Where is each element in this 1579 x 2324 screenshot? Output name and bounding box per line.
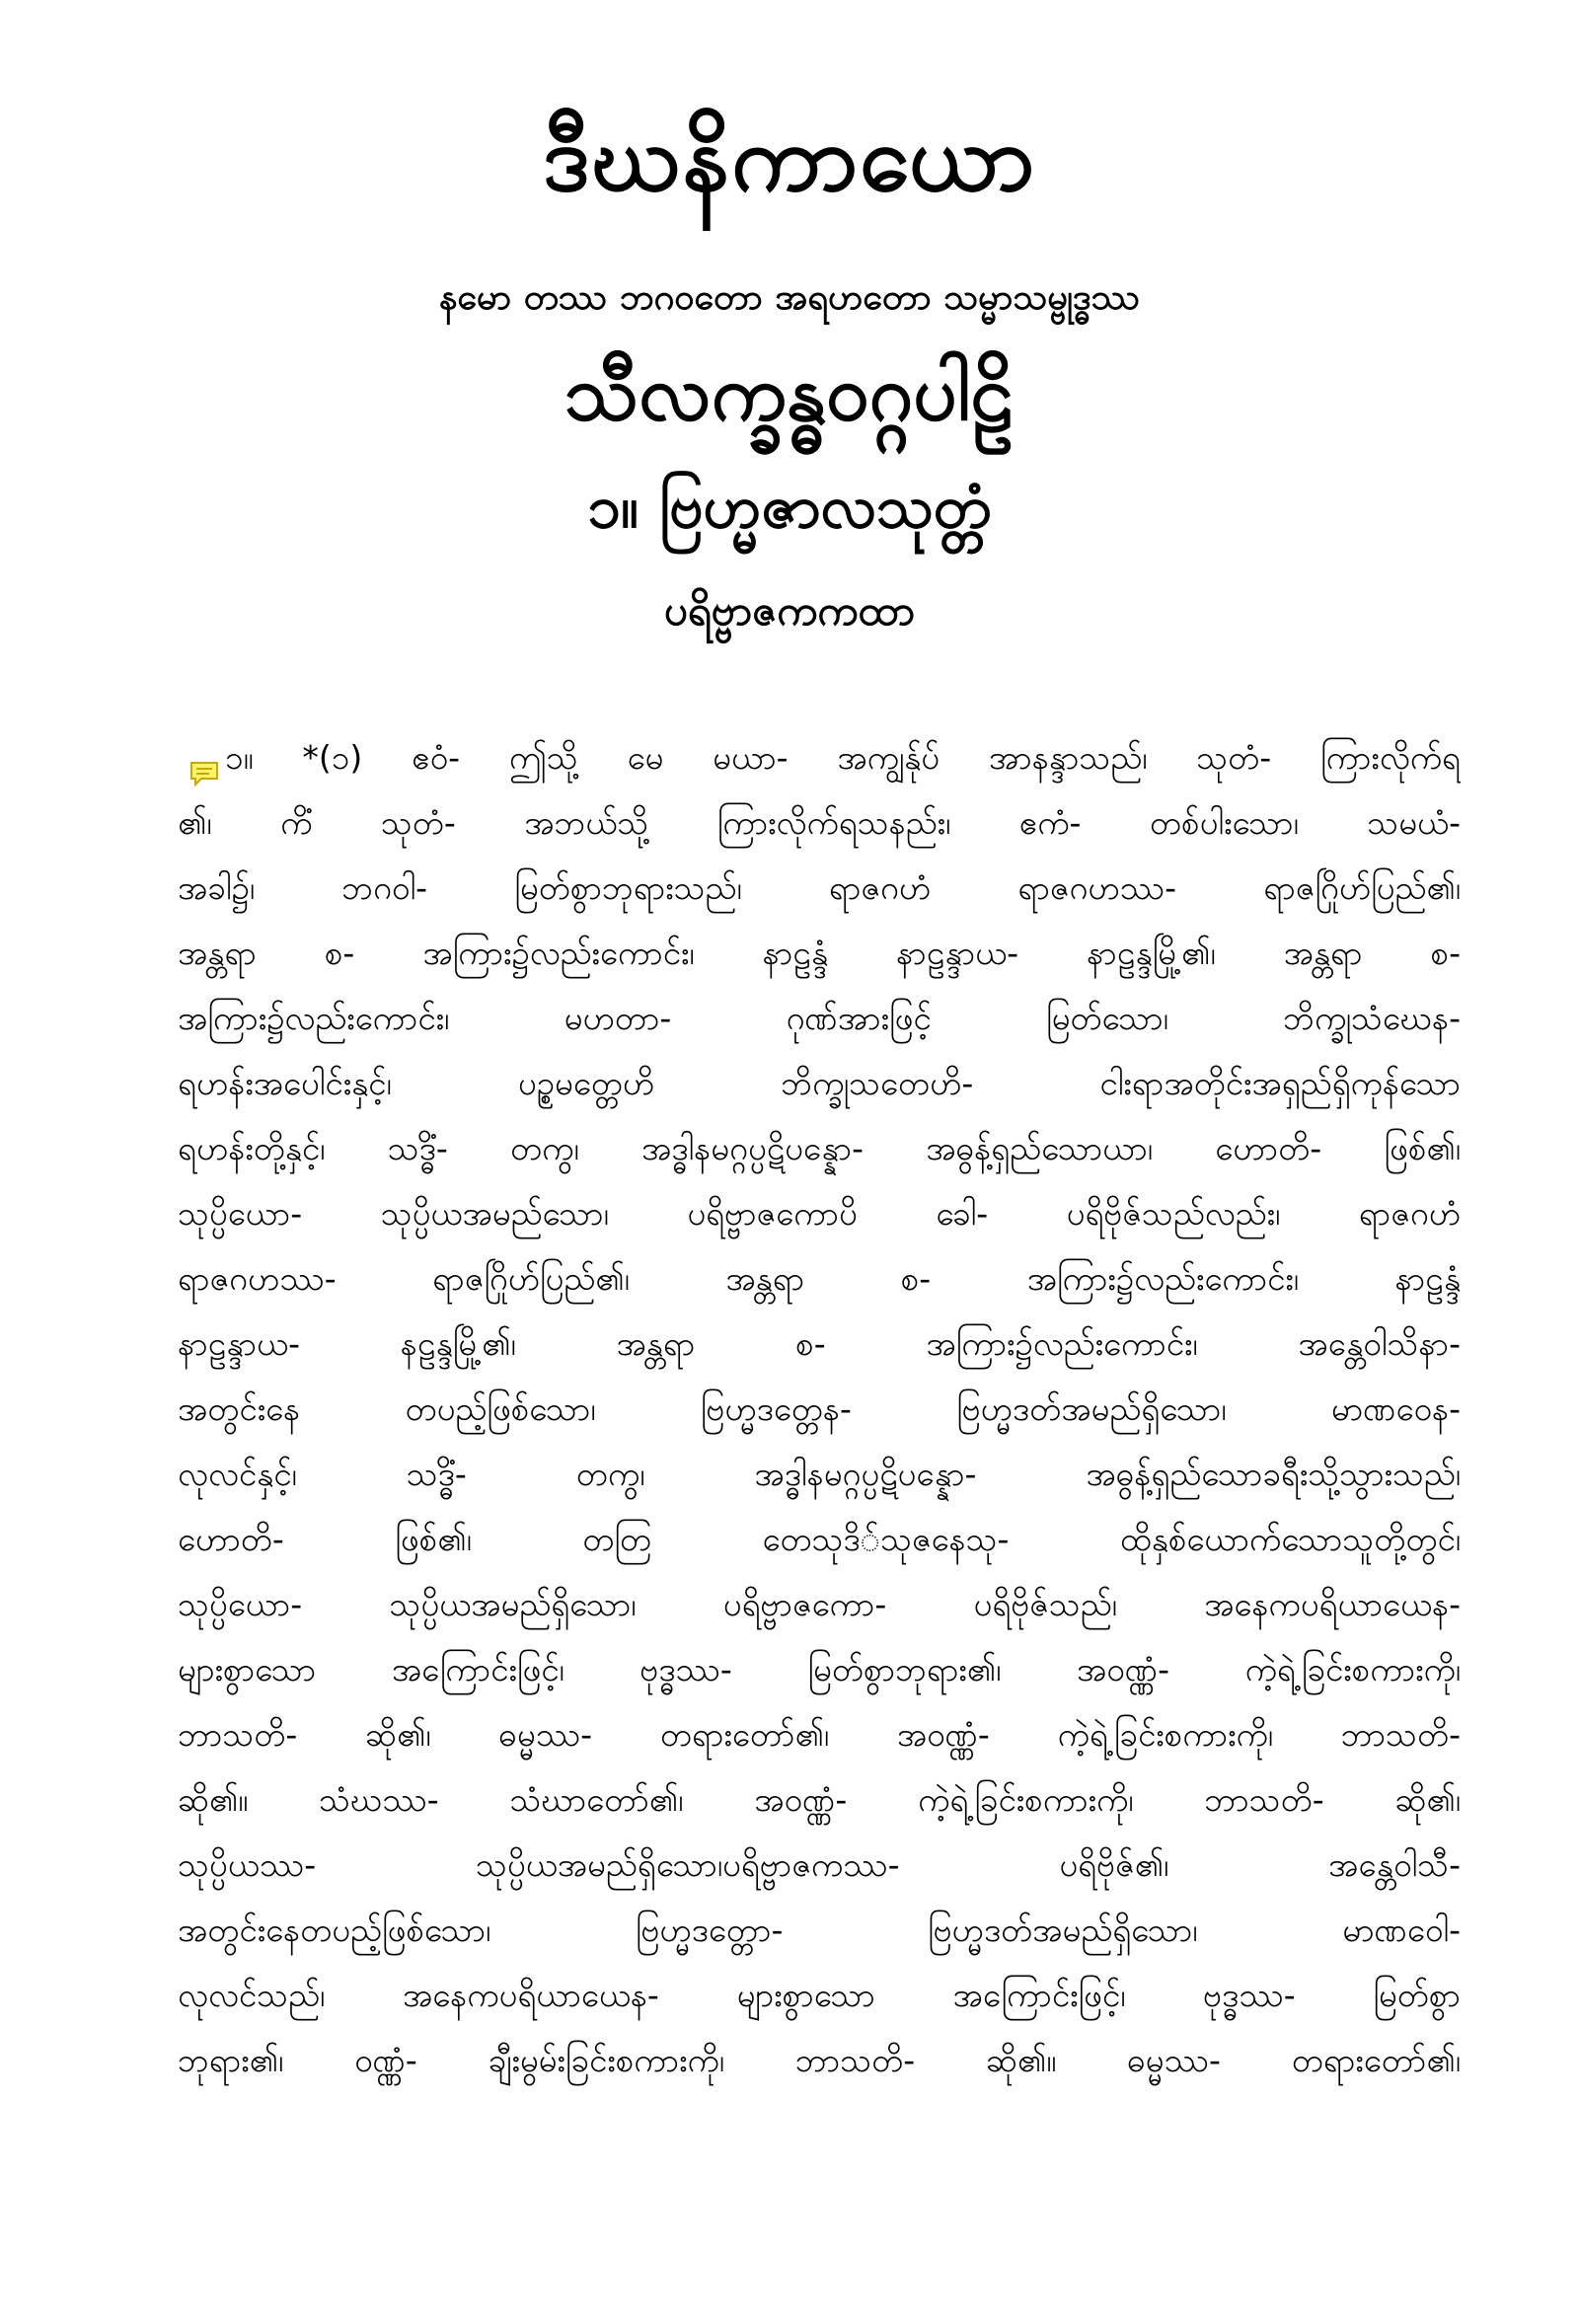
body-text — [178, 725, 1461, 2093]
section-title: ပရိဗ္ဗာဇကကထာ — [663, 586, 916, 635]
book-title: သီလက္ခန္ဓဝဂ္ဂပါဠိ — [564, 349, 1015, 438]
text-line: အတွင်းနေ တပည့်ဖြစ်သော၊ ဗြဟ္မဒတ္တေန- ဗြဟ္မဒတ်အမည်ရှိသော၊ မာဏဝေန- — [178, 1389, 1461, 1428]
note-icon[interactable] — [189, 743, 219, 769]
text-line: သုပ္ပိယဿ- သုပ္ပိယအမည်ရှိသော၊ပရိဗ္ဗာဇကဿ- ပရိဗိုဇ်၏၊ အန္တေဝါသီ- — [178, 1845, 1461, 1884]
homage-line: နမော တဿ ဘဂဝတော အရဟတော သမ္မာသမ္ဗုဒ္ဓဿ — [438, 277, 1141, 318]
text-line: ရာဇဂဟဿ- ရာဇဂြိုဟ်ပြည်၏၊ အန္တရာ စ- အကြား၌လည်းကောင်း၊ နာဠန္ဒံ — [178, 1259, 1461, 1298]
text-line: ဘုရား၏၊ ဝဏ္ဏံ- ချီးမွမ်းခြင်းစကားကို၊ ဘာသတိ- ဆို၏။ ဓမ္မဿ- တရားတော်၏၊ — [178, 2041, 1461, 2079]
text-line: သုပ္ပိယော- သုပ္ပိယအမည်သော၊ ပရိဗ္ဗာဇကောပိ ခေါ- ပရိဗိုဇ်သည်လည်း၊ ရာဇဂဟံ — [178, 1194, 1461, 1233]
text-line: အကြား၌လည်းကောင်း၊ မဟတာ- ဂုဏ်အားဖြင့် မြတ်သော၊ ဘိက္ခုသံဃေန- — [178, 999, 1461, 1037]
text-line — [178, 725, 1461, 790]
text-line: အန္တရာ စ- အကြား၌လည်းကောင်း၊ နာဠန္ဒံ နာဠန္ဒာယ- နာဠန္ဒမြို့၏၊ အန္တရာ စ- — [178, 934, 1461, 972]
text-line: ဆို၏။ သံဃဿ- သံဃာတော်၏၊ အဝဏ္ဏံ- ကဲ့ရဲ့ခြင်းစကားကို၊ ဘာသတိ- ဆို၏၊ — [178, 1780, 1461, 1819]
main-title: ဒီဃနိကာယော — [542, 106, 1037, 211]
text-line: ရဟန်းတို့နှင့်၊ သဒ္ဓိံ- တကွ၊ အဒ္ဓါနမဂ္ဂပ္ပဋိပန္နော- အဓွန့်ရှည်သောယာ၊ ဟောတိ- ဖြစ်၏၊ — [178, 1129, 1461, 1167]
text-line: များစွာသော အကြောင်းဖြင့်၊ ဗုဒ္ဓဿ- မြတ်စွာဘုရား၏၊ အဝဏ္ဏံ- ကဲ့ရဲ့ခြင်းစကားကို၊ — [178, 1650, 1461, 1688]
text-line: လုလင်သည်၊ အနေကပရိယာယေန- များစွာသော အကြောင်းဖြင့်၊ ဗုဒ္ဓဿ- မြတ်စွာ — [178, 1976, 1461, 2014]
text-line: ၏၊ ကိံ သုတံ- အဘယ်သို့ ကြားလိုက်ရသနည်း၊ ဧကံ- တစ်ပါးသော၊ သမယံ- — [178, 803, 1461, 842]
text-line: အခါ၌၊ ဘဂဝါ- မြတ်စွာဘုရားသည်၊ ရာဇဂဟံ ရာဇဂဟဿ- ရာဇဂြိုဟ်ပြည်၏၊ — [178, 868, 1461, 907]
text-line: သုပ္ပိယော- သုပ္ပိယအမည်ရှိသော၊ ပရိဗ္ဗာဇကော- ပရိဗိုဇ်သည်၊ အနေကပရိယာယေန- — [178, 1585, 1461, 1623]
text-line: ဟောတိ- ဖြစ်၏၊ တတြ တေသုဒိ်သုဇနေသု- ထိုနှစ်ယောက်သောသူတို့တွင်၊ — [178, 1520, 1461, 1558]
text-line: ရဟန်းအပေါင်းနှင့်၊ ပဉ္စမတ္တေဟိ ဘိက္ခုသတေဟိ- ငါးရာအတိုင်းအရှည်ရှိကုန်သော — [178, 1064, 1461, 1102]
text-line: လုလင်နှင့်၊ သဒ္ဓိံ- တကွ၊ အဒ္ဓါနမဂ္ဂပ္ပဋိပန္နော- အဓွန့်ရှည်သောခရီးသို့သွားသည်၊ — [178, 1455, 1461, 1493]
text-line: ဘာသတိ- ဆို၏၊ ဓမ္မဿ- တရားတော်၏၊ အဝဏ္ဏံ- ကဲ့ရဲ့ခြင်းစကားကို၊ ဘာသတိ- — [178, 1715, 1461, 1754]
text-line: အတွင်းနေတပည့်ဖြစ်သော၊ ဗြဟ္မဒတ္တော- ဗြဟ္မဒတ်အမည်ရှိသော၊ မာဏဝေါ- — [178, 1911, 1461, 1949]
chapter-title: ၁။ ဗြဟ္မဇာလသုတ္တံ — [587, 473, 992, 542]
text-line: နာဠန္ဒာယ- နဠန္ဒမြို့၏၊ အန္တရာ စ- အကြား၌လည်းကောင်း၊ အန္တေဝါသိနာ- — [178, 1324, 1461, 1363]
text-line-content: ၁။ *(၁) ဧဝံ- ဤသို့ မေ မယာ- အကျွန်ုပ် အာနန္ဒာသည်၊ သုတံ- ကြားလိုက်ရ — [225, 738, 1461, 777]
